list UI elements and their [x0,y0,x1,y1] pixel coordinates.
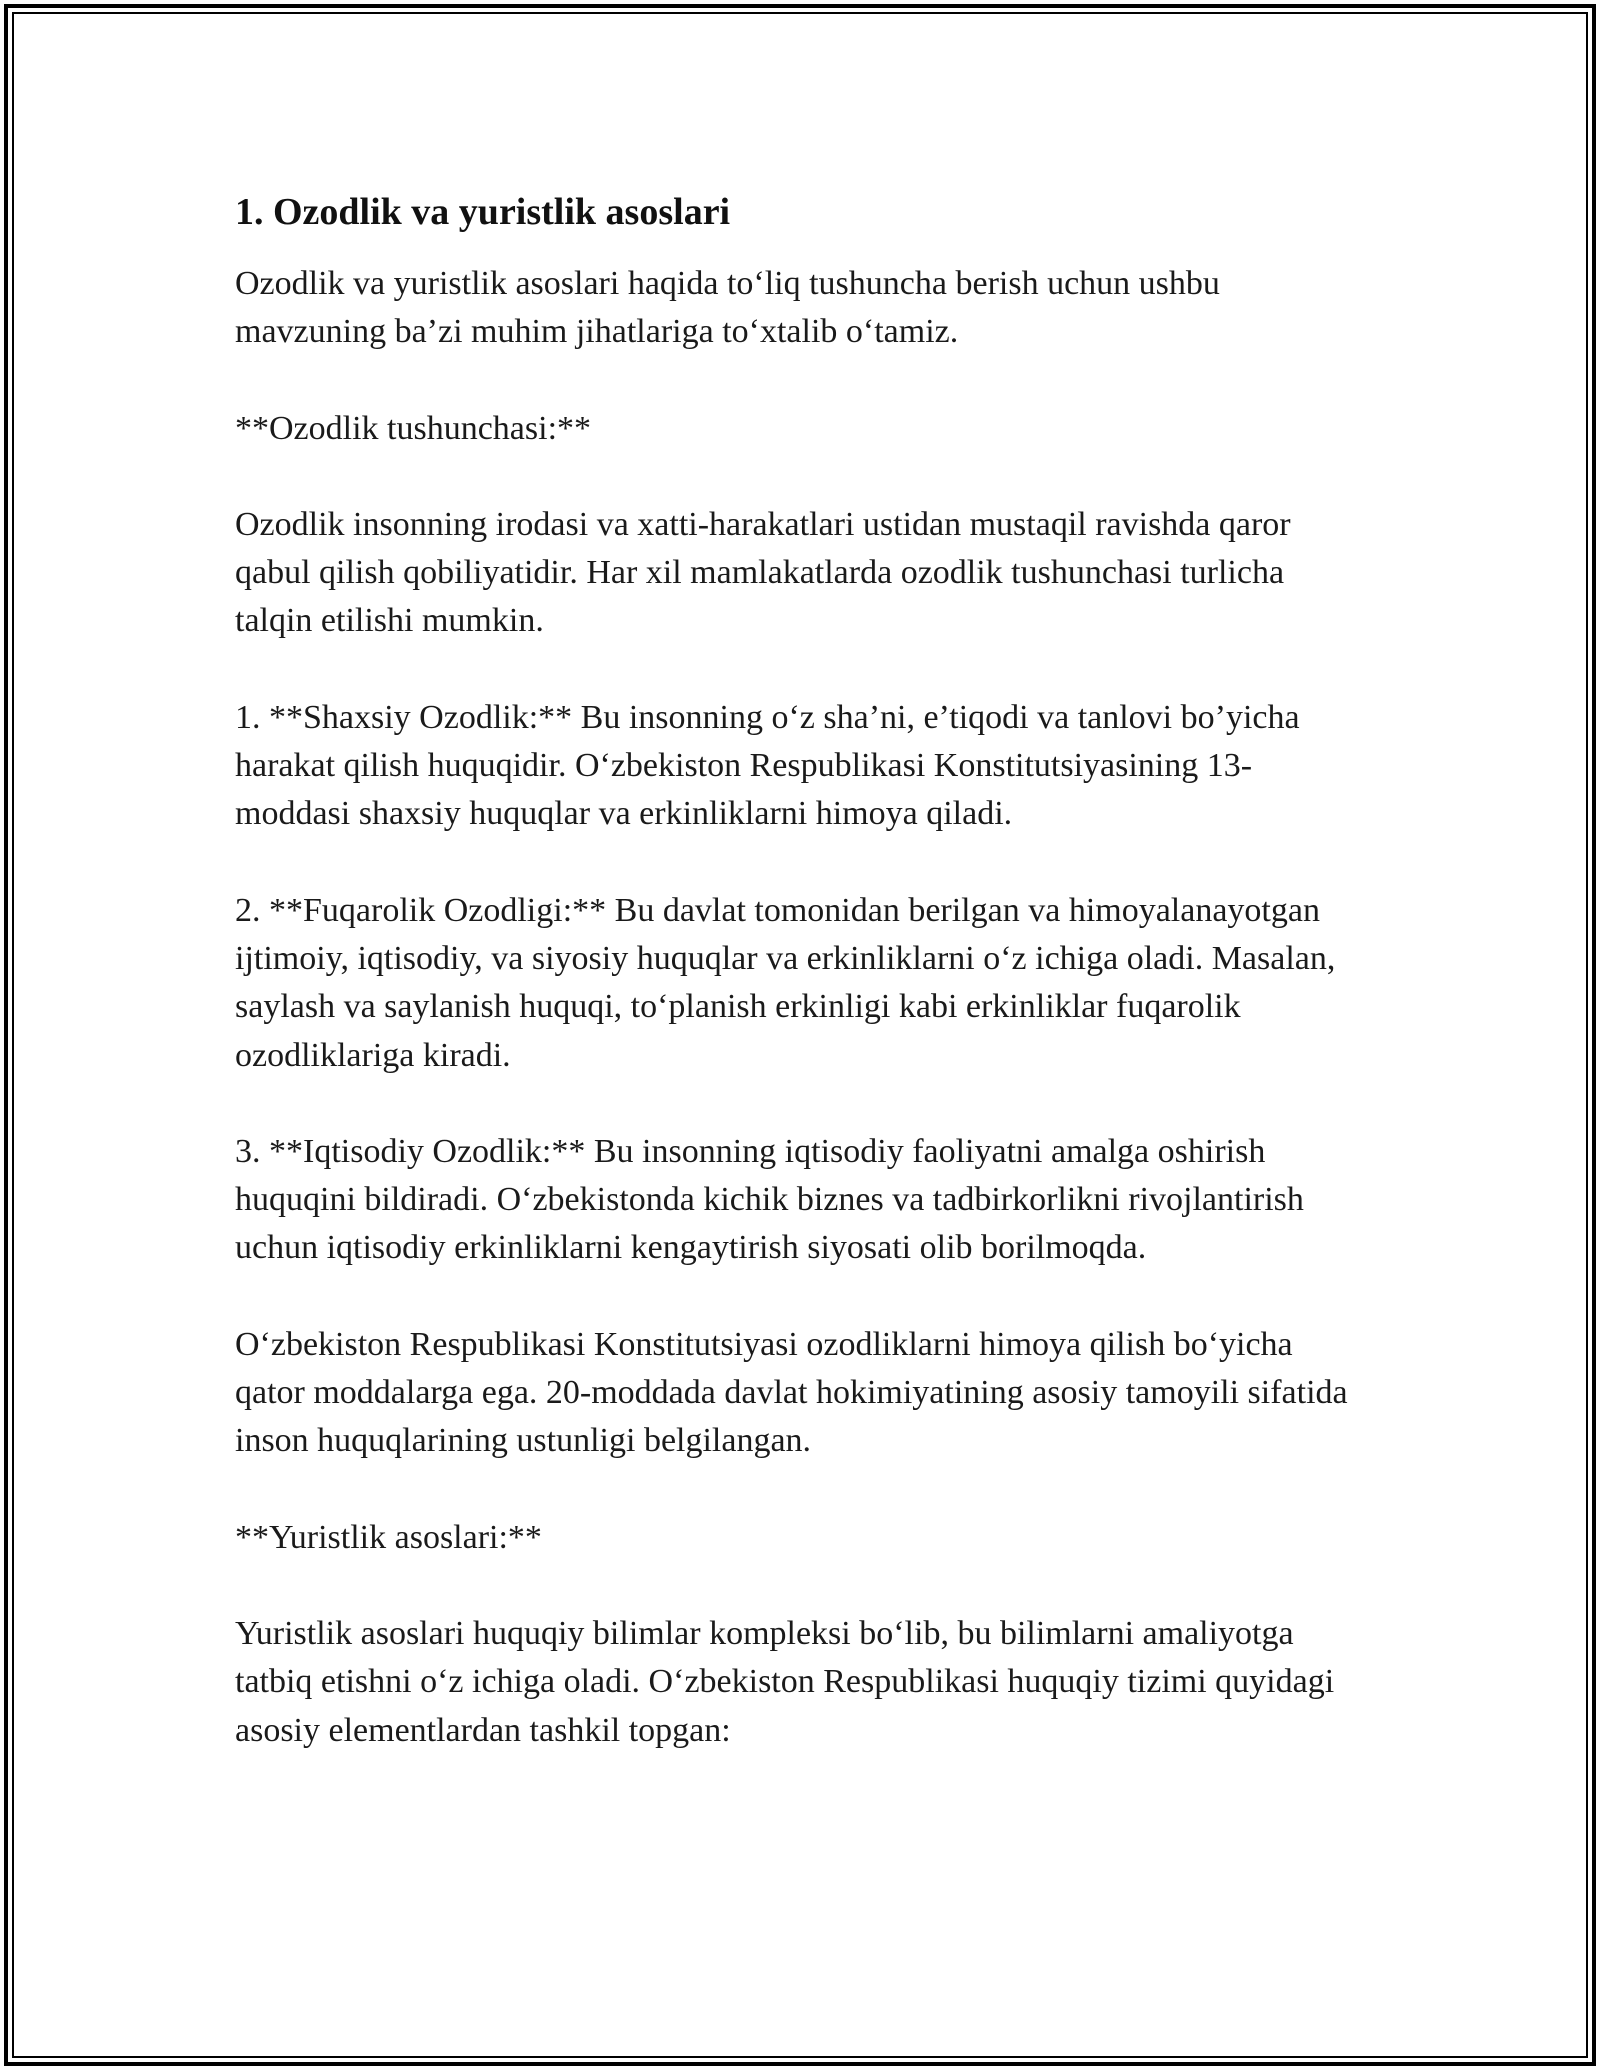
list-item-fuqarolik-ozodligi: 2. **Fuqarolik Ozodligi:** Bu davlat tomonidan berilgan va himoyalanayotgan ijtimoiy, iqtisodiy, va siyosiy huquqlar va erkinliklarni o‘z ichiga oladi. Masalan, saylash va saylanish huquqi, to‘planish erkinligi kabi erkinliklar fuqarolik ozodliklariga kiradi. [235,891,1336,1074]
intro-paragraph: Ozodlik va yuristlik asoslari haqida to‘liq tushuncha berish uchun ushbu mavzuning ba’zi muhim jihatlariga to‘xtalib o‘tamiz. [235,265,1220,351]
list-item-shaxsiy-ozodlik: 1. **Shaxsiy Ozodlik:** Bu insonning o‘z sha’ni, e’tiqodi va tanlovi bo’yicha harakat qilish huquqidir. O‘zbekiston Respublikasi Konstitutsiyasining 13-moddasi shaxsiy huquqlar va erkinliklarni himoya qiladi. [235,698,1300,833]
section-heading: 1. Ozodlik va yuristlik asoslari [235,191,731,233]
yuristlik-paragraph: Yuristlik asoslari huquqiy bilimlar kompleksi bo‘lib, bu bilimlarni amaliyotga tatbiq etishni o‘z ichiga oladi. O‘zbekiston Respublikasi huquqiy tizimi quyidagi asosiy elementlardan tashkil topgan: [235,1614,1335,1749]
subheading-ozodlik: **Ozodlik tushunchasi:** [235,409,592,447]
document-body [235,188,1365,1803]
list-item-iqtisodiy-ozodlik: 3. **Iqtisodiy Ozodlik:** Bu insonning iqtisodiy faoliyatni amalga oshirish huquqini bildiradi. O‘zbekistonda kichik biznes va tadbirkorlikni rivojlantirish uchun iqtisodiy erkinliklarni kengaytirish siyosati olib borilmoqda. [235,1132,1304,1267]
ozodlik-definition-paragraph: Ozodlik insonning irodasi va xatti-harakatlari ustidan mustaqil ravishda qaror qabul qilish qobiliyatidir. Har xil mamlakatlarda ozodlik tushunchasi turlicha talqin etilishi mumkin. [235,505,1291,640]
subheading-yuristlik: **Yuristlik asoslari:** [235,1518,542,1556]
constitution-paragraph: O‘zbekiston Respublikasi Konstitutsiyasi ozodliklarni himoya qilish bo‘yicha qator moddalarga ega. 20-moddada davlat hokimiyatining asosiy tamoyili sifatida inson huquqlarining ustunligi belgilangan. [235,1325,1348,1460]
